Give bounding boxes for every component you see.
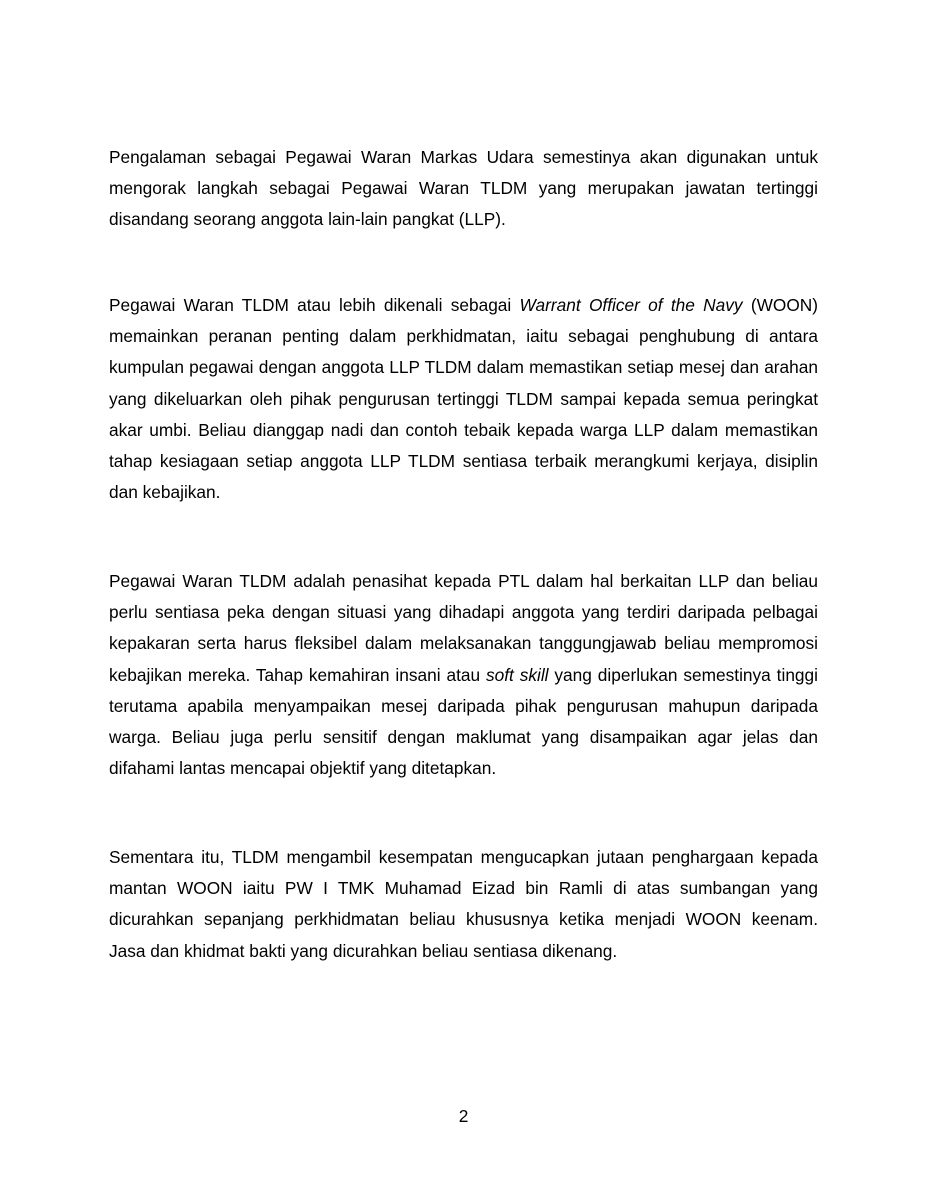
- paragraph-4-text: Sementara itu, TLDM mengambil kesempatan mengucapkan jutaan penghargaan kepada mantan WOON iaitu PW I TMK Muhamad Eizad bin Ramli di atas sumbangan yang dicurahkan sepanjang perkhidmatan beliau khususnya ketika menjadi WOON keenam. Jasa dan khidmat bakti yang dicurahkan beliau sentiasa dikenang.: [109, 847, 828, 961]
- paragraph-3-text-before: Pegawai Waran TLDM adalah penasihat kepada PTL dalam hal berkaitan LLP dan beliau perlu sentiasa peka dengan situasi yang dihadapi anggota yang terdiri daripada pelbagai kepakaran serta harus fleksibel dalam melaksanakan tanggungjawab beliau mempromosi kebajikan mereka. Tahap kemahiran insani atau: [109, 571, 818, 685]
- paragraph-3-italic-term: soft skill: [485, 664, 549, 685]
- page-number: 2: [458, 1106, 469, 1126]
- paragraph-1-text: Pengalaman sebagai Pegawai Waran Markas Udara semestinya akan digunakan untuk mengorak langkah sebagai Pegawai Waran TLDM yang merupakan jawatan tertinggi disandang seorang anggota lain-lain pangkat (LLP).: [109, 147, 818, 230]
- paragraph-2-italic-term: Warrant Officer of the Navy: [519, 295, 743, 315]
- paragraph-3: [109, 566, 818, 784]
- paragraph-2-text-before: Pegawai Waran TLDM atau lebih dikenali sebagai: [109, 295, 520, 315]
- paragraph-3-text-after: yang diperlukan semestinya tinggi terutama apabila menyampaikan mesej daripada pihak pengurusan mahupun daripada warga. Beliau juga perlu sensitif dengan maklumat yang disampaikan agar jelas dan difahami lantas mencapai objektif yang ditetapkan.: [109, 664, 818, 779]
- paragraph-1: [109, 142, 818, 236]
- paragraph-4: [109, 842, 828, 967]
- paragraph-2: [109, 290, 818, 508]
- paragraph-2-text-after: (WOON) memainkan peranan penting dalam perkhidmatan, iaitu sebagai penghubung di antara kumpulan pegawai dengan anggota LLP TLDM dalam memastikan setiap mesej dan arahan yang dikeluarkan oleh pihak pengurusan tertinggi TLDM sampai kepada semua peringkat akar umbi. Beliau dianggap nadi dan contoh tebaik kepada warga LLP dalam memastikan tahap kesiagaan setiap anggota LLP TLDM sentiasa terbaik merangkumi kerjaya, disiplin dan kebajikan.: [109, 295, 818, 503]
